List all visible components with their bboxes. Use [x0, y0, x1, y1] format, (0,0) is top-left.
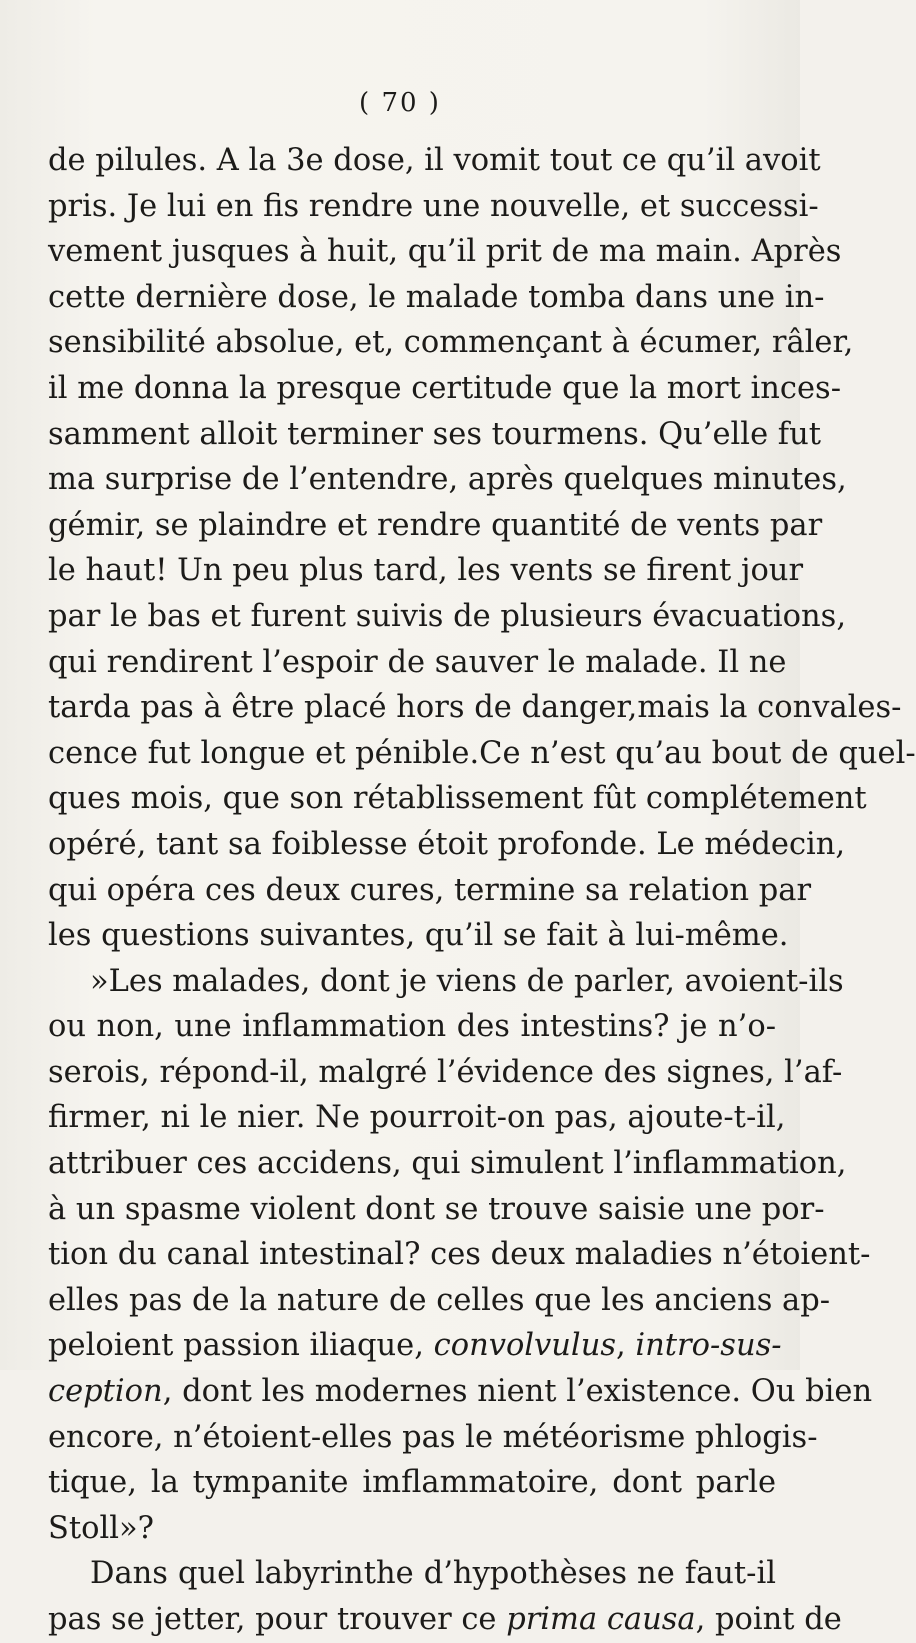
text-line: ques mois, que son rétablissement fût complétement [48, 781, 867, 817]
text-line: encore, n’étoient-elles pas le météorisme phlogis- [48, 1419, 818, 1455]
text-line: vement jusques à huit, qu’il prit de ma main. Après [48, 234, 842, 270]
text-line: il me donna la presque certitude que la mort inces- [48, 370, 842, 406]
text-line: serois, répond-il, malgré l’évidence des signes, l’af- [48, 1054, 843, 1090]
text-line: ma surprise de l’entendre, après quelques minutes, [48, 462, 847, 498]
text-run: pas se jetter, pour trouver ce [48, 1602, 497, 1637]
italic-term: prima causa [506, 1602, 696, 1637]
text-line: ou non, une inflammation des intestins? je n’o- [48, 1009, 776, 1045]
text-line: qui opéra ces deux cures, termine sa relation par [48, 872, 812, 908]
text-line: par le bas et furent suivis de plusieurs évacuations, [48, 598, 847, 634]
paragraph-start-line: Dans quel labyrinthe d’hypothèses ne faut-il [90, 1556, 776, 1592]
text-line: cence fut longue et pénible.Ce n’est qu’au bout de quel- [48, 735, 916, 771]
paragraph-end-line: Stoll»? [48, 1510, 155, 1546]
italic-term: intro-sus- [635, 1328, 782, 1364]
text-line [48, 1323, 782, 1369]
text-line [48, 1597, 842, 1643]
body-text [48, 138, 916, 1643]
text-line: elles pas de la nature de celles que les anciens ap- [48, 1282, 831, 1318]
text-line: cette dernière dose, le malade tomba dans une in- [48, 279, 825, 315]
text-line: samment alloit terminer ses tourmens. Qu’elle fut [48, 416, 821, 452]
italic-term: ception [48, 1374, 163, 1410]
text-line: qui rendirent l’espoir de sauver le malade. Il ne [48, 644, 787, 680]
paragraph-start-line: »Les malades, dont je viens de parler, avoient-ils [90, 963, 844, 999]
text-line: tique, la tympanite imflammatoire, dont parle [48, 1465, 776, 1501]
text-line: firmer, ni le nier. Ne pourroit-on pas, ajoute-t-il, [48, 1100, 786, 1136]
italic-term: convolvulus [433, 1328, 616, 1364]
text-run: , dont les modernes nient l’existence. Ou bien [162, 1374, 873, 1410]
page-number: ( 70 ) [359, 88, 441, 118]
text-line [48, 1369, 873, 1415]
text-run: , [616, 1328, 636, 1364]
text-line: sensibilité absolue, et, commençant à écumer, râler, [48, 325, 854, 361]
text-line: attribuer ces accidens, qui simulent l’inflammation, [48, 1146, 847, 1182]
text-line: de pilules. A la 3e dose, il vomit tout ce qu’il avoit [48, 143, 821, 178]
text-line: gémir, se plaindre et rendre quantité de vents par [48, 507, 823, 543]
paragraph-end-line: les questions suivantes, qu’il se fait à lui-même. [48, 918, 789, 954]
text-line: tarda pas à être placé hors de danger,mais la convales- [48, 690, 902, 726]
text-run: , point de [695, 1602, 842, 1637]
text-run: peloient passion iliaque, [48, 1328, 424, 1364]
text-line: à un spasme violent dont se trouve saisie une por- [48, 1191, 825, 1227]
text-line: le haut! Un peu plus tard, les vents se firent jour [48, 553, 804, 589]
text-line: tion du canal intestinal? ces deux maladies n’étoient- [48, 1237, 871, 1273]
text-line: opéré, tant sa foiblesse étoit profonde. Le médecin, [48, 826, 846, 862]
text-line: pris. Je lui en fis rendre une nouvelle, et successi- [48, 188, 819, 224]
